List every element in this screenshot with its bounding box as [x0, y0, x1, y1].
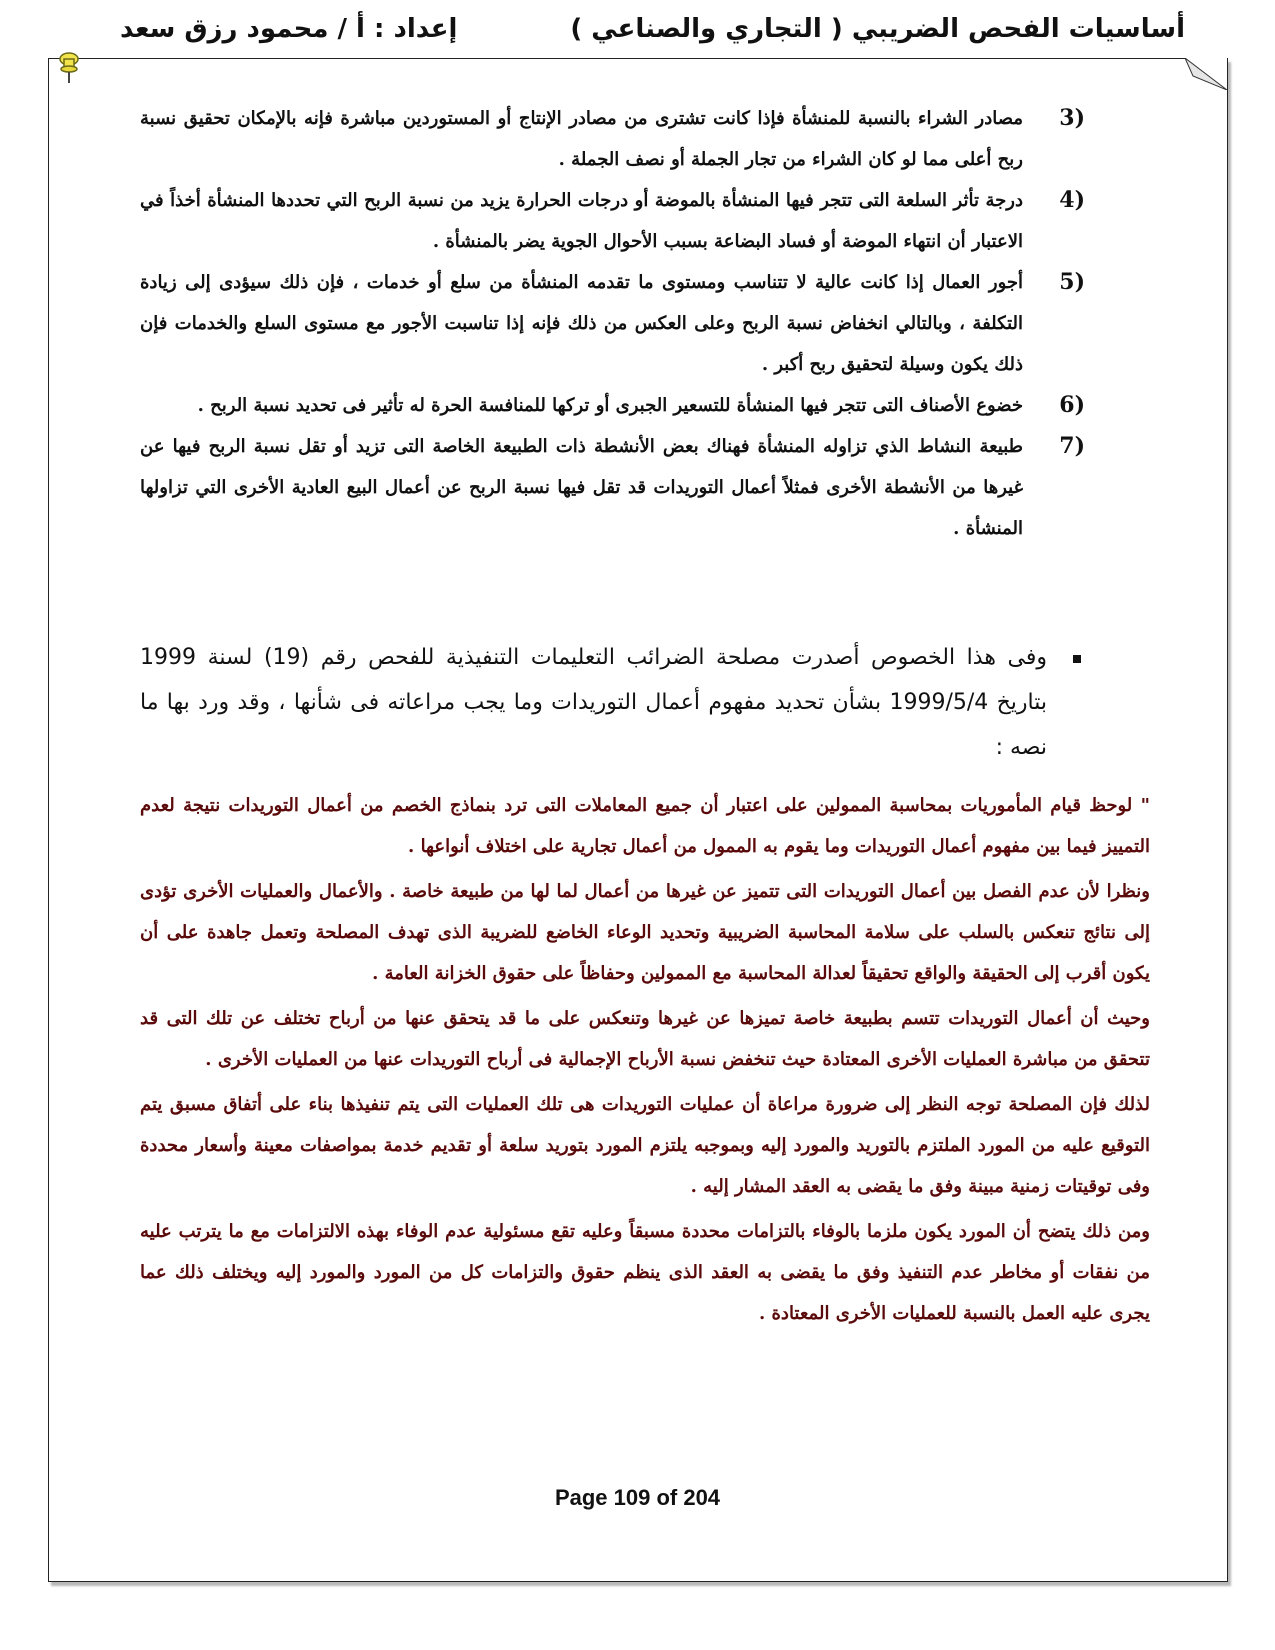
pushpin-icon	[55, 50, 83, 84]
bullet-paragraph	[140, 635, 1085, 770]
numbered-list	[140, 98, 1085, 549]
list-item-number: 4)	[1059, 187, 1085, 213]
list-item	[140, 426, 1085, 549]
list-item-number: 3)	[1059, 105, 1085, 131]
page-number: Page 109 of 204	[554, 1485, 721, 1510]
author-credit: إعداد : أ / محمود رزق سعد	[120, 14, 458, 44]
list-item-number: 6)	[1059, 392, 1085, 418]
list-item	[140, 180, 1085, 262]
quote-paragraph: ومن ذلك يتضح أن المورد يكون ملزما بالوفاء بالتزامات محددة مسبقاً وعليه تقع مسئولية عدم الوفاء بهذه الالتزامات مع ما يترتب عليه من نفقات أو مخاطر عدم التنفيذ وفق ما يقضى به العقد الذى ينظم حقوق والتزامات كل من المورد والمورد إليه ويختلف ذلك عما يجرى عليه العمل بالنسبة للعمليات الأخرى المعتادة .	[140, 1221, 1150, 1324]
list-item-text: مصادر الشراء بالنسبة للمنشأة فإذا كانت تشترى من مصادر الإنتاج أو المستوردين مباشرة فإنه بالإمكان تحقيق نسبة ربح أعلى مما لو كان الشراء من تجار الجملة أو نصف الجملة .	[140, 108, 1023, 170]
list-item-text: أجور العمال إذا كانت عالية لا تتناسب ومستوى ما تقدمه المنشأة من سلع أو خدمات ، فإن ذلك سيؤدى إلى زيادة التكلفة ، وبالتالي انخفاض نسبة الربح وعلى العكس من ذلك فإنه إذا تناسبت الأجور مع مستوى السلع والخدمات فإن ذلك يكون وسيلة لتحقيق ربح أكبر .	[140, 272, 1023, 375]
quote-paragraph: " لوحظ قيام المأموريات بمحاسبة الممولين على اعتبار أن جميع المعاملات التى ترد بنماذج الخصم من أعمال التوريدات نتيجة لعدم التمييز فيما بين مفهوم أعمال التوريدات وما يقوم به الممول من أعمال تجارية على اختلاف أنواعها .	[140, 795, 1150, 857]
quote-paragraph: وحيث أن أعمال التوريدات تتسم بطبيعة خاصة تميزها عن غيرها وتنعكس على ما قد يتحقق عنها من أرباح تختلف عن تلك التى قد تتحقق من مباشرة العمليات الأخرى المعتادة حيث تنخفض نسبة الأرباح الإجمالية فى أرباح التوريدات عنها من العمليات الأخرى .	[140, 1008, 1150, 1070]
list-item-number: 5)	[1059, 269, 1085, 295]
list-item-text: طبيعة النشاط الذي تزاوله المنشأة فهناك بعض الأنشطة ذات الطبيعة الخاصة التى تزيد أو تقل نسبة الربح فيها عن غيرها من الأنشطة الأخرى فمثلاً أعمال التوريدات قد تقل فيها نسبة الربح عن أعمال البيع العادية الأخرى التي تزاولها المنشأة .	[140, 436, 1023, 539]
square-bullet-icon	[1073, 655, 1081, 663]
quote-paragraph: لذلك فإن المصلحة توجه النظر إلى ضرورة مراعاة أن عمليات التوريدات هى تلك العمليات التى يتم تنفيذها بناء على أتفاق مسبق يتم التوقيع عليه من المورد الملتزم بالتوريد والمورد إليه وبموجبه يلتزم المورد بتوريد سلعة أو تقديم خدمة بمواصفات معينة وأسعار محددة وفى توقيتات زمنية مبينة وفق ما يقضى به العقد المشار إليه .	[140, 1094, 1150, 1197]
quote-paragraph: ونظرا لأن عدم الفصل بين أعمال التوريدات التى تتميز عن غيرها من أعمال لما لها من طبيعة خاصة . والأعمال والعمليات الأخرى تؤدى إلى نتائج تنعكس بالسلب على سلامة المحاسبة الضريبية وتحديد الوعاء الخاضع للضريبة الذى تهدف المصلحة وتعمل جاهدة على أن يكون أقرب إلى الحقيقة والواقع تحقيقاً لعدالة المحاسبة مع الممولين وحفاظاً على حقوق الخزانة العامة .	[140, 881, 1150, 984]
page-fold-icon	[1185, 58, 1227, 90]
list-item-text: درجة تأثر السلعة التى تتجر فيها المنشأة بالموضة أو درجات الحرارة يزيد من نسبة الربح التي تحددها المنشأة أخذاً في الاعتبار أن انتهاء الموضة أو فساد البضاعة بسبب الأحوال الجوية يضر بالمنشأة .	[140, 190, 1023, 252]
list-item-number: 7)	[1059, 433, 1085, 459]
list-item	[140, 262, 1085, 385]
list-item	[140, 98, 1085, 180]
list-item	[140, 385, 1085, 426]
bullet-text: وفى هذا الخصوص أصدرت مصلحة الضرائب التعليمات التنفيذية للفحص رقم (19) لسنة 1999 بتاريخ 1999/5/4 بشأن تحديد مفهوم أعمال التوريدات وما يجب مراعاته فى شأنها ، وقد ورد بها ما نصه :	[140, 645, 1048, 760]
list-item-text: خضوع الأصناف التى تتجر فيها المنشأة للتسعير الجبرى أو تركها للمنافسة الحرة له تأثير فى تحديد نسبة الربح .	[197, 395, 1023, 416]
document-title: أساسيات الفحص الضريبي ( التجاري والصناعي )	[570, 14, 1185, 44]
quoted-instructions	[140, 785, 1150, 1338]
